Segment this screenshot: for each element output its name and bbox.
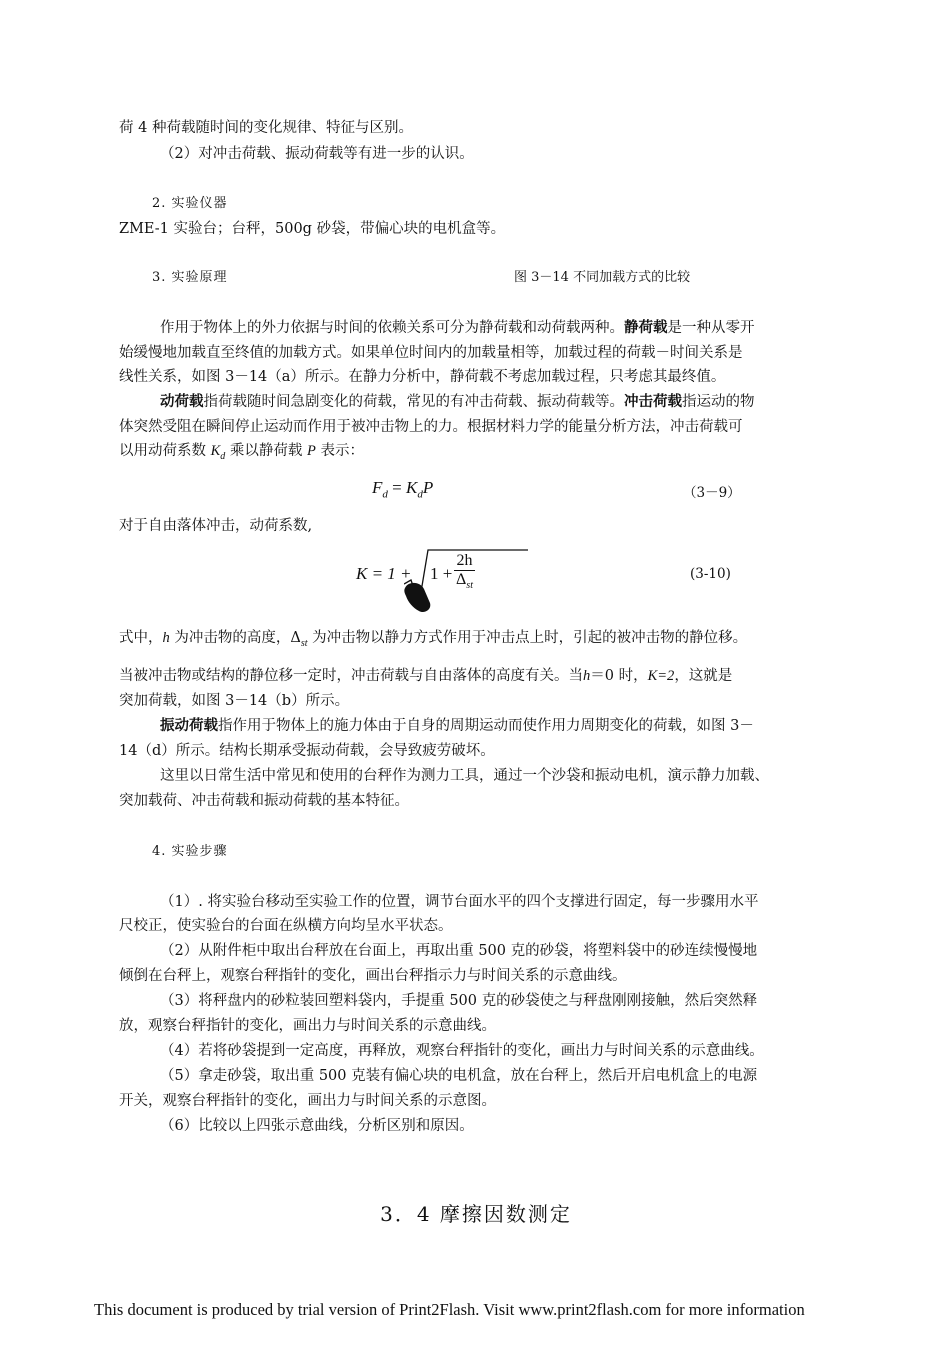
- paragraph-line: 动荷载指荷载随时间急剧变化的荷载，常见的有冲击荷载、振动荷载等。冲击荷载指运动的物: [160, 393, 755, 410]
- paragraph-line: 线性关系，如图 3－14（a）所示。在静力分析中，静荷载不考虑加载过程，只考虑其最终值。: [119, 369, 726, 385]
- text-line: 荷 4 种荷载随时间的变化规律、特征与区别。: [119, 120, 413, 136]
- step-line: （1）. 将实验台移动至实验工作的位置，调节台面水平的四个支撑进行固定，每一步骤用水平: [160, 894, 759, 910]
- paragraph-line: 体突然受阻在瞬间停止运动而作用于被冲击物上的力。根据材料力学的能量分析方法，冲击荷载可: [119, 419, 743, 435]
- paragraph-line: 以用动荷系数 $K_d$ 乘以静荷载 P 表示：: [119, 443, 364, 462]
- paragraph-line: 作用于物体上的外力依据与时间的依赖关系可分为静荷载和动荷载两种。静荷载是一种从零开: [160, 319, 755, 336]
- paragraph-line: 突加载荷、冲击荷载和振动荷载的基本特征。: [119, 793, 409, 809]
- equation-number: （3－9）: [683, 485, 741, 501]
- term-vibration-load: 振动荷载: [160, 717, 218, 734]
- term-static-load: 静荷载: [624, 319, 668, 336]
- text-line: 对于自由落体冲击，动荷系数,: [119, 518, 313, 534]
- paragraph-line: 当被冲击物或结构的静位移一定时，冲击荷载与自由落体的高度有关。当h＝0 时，K=2，这就是: [119, 668, 733, 684]
- term-impact-load: 冲击荷载: [624, 393, 682, 410]
- equation-number: (3-10): [690, 566, 731, 582]
- section-heading-principle: 3. 实验原理: [152, 270, 228, 285]
- paragraph-line: 式中，h 为冲击物的高度，$\Delta_{st}$ 为冲击物以静力方式作用于冲击点上时，引起的被冲击物的静位移。: [119, 630, 748, 649]
- text-line: （2）对冲击荷载、振动荷载等有进一步的认识。: [160, 146, 474, 162]
- section-heading-steps: 4. 实验步骤: [152, 844, 228, 859]
- step-line: （4）若将砂袋提到一定高度，再释放，观察台秤指针的变化，画出力与时间关系的示意曲线。: [160, 1043, 764, 1059]
- section-title: 3．4 摩擦因数测定: [380, 1202, 572, 1226]
- section-heading-instruments: 2. 实验仪器: [152, 196, 228, 211]
- paragraph-line: 振动荷载指作用于物体上的施力体由于自身的周期运动而使作用力周期变化的荷载，如图 3－: [160, 717, 754, 734]
- paragraph-line: 突加荷载，如图 3－14（b）所示。: [119, 693, 350, 709]
- paragraph-line: 始缓慢地加载直至终值的加载方式。如果单位时间内的加载量相等，加载过程的荷载－时间关系是: [119, 345, 743, 361]
- step-line: 倾倒在台秤上，观察台秤指针的变化，画出台秤指示力与时间关系的示意曲线。: [119, 968, 627, 984]
- ink-blot-icon: [399, 579, 433, 613]
- trial-footer-notice: This document is produced by trial version of Print2Flash. Visit www.print2flash.com for more information: [94, 1300, 805, 1319]
- paragraph-line: 14（d）所示。结构长期承受振动荷载，会导致疲劳破坏。: [119, 743, 495, 759]
- figure-caption: 图 3－14 不同加载方式的比较: [514, 270, 691, 285]
- step-line: 开关，观察台秤指针的变化，画出力与时间关系的示意图。: [119, 1093, 496, 1109]
- step-line: （5）拿走砂袋，取出重 500 克装有偏心块的电机盒，放在台秤上，然后开启电机盒上的电源: [160, 1068, 758, 1084]
- text-line: ZME-1 实验台；台秤，500g 砂袋，带偏心块的电机盒等。: [119, 221, 506, 237]
- step-line: （2）从附件柜中取出台秤放在台面上，再取出重 500 克的砂袋，将塑料袋中的砂连续慢慢地: [160, 943, 758, 959]
- step-line: 放，观察台秤指针的变化，画出力与时间关系的示意曲线。: [119, 1018, 496, 1034]
- document-page: 荷 4 种荷载随时间的变化规律、特征与区别。 （2）对冲击荷载、振动荷载等有进一步的认识。 2. 实验仪器 ZME-1 实验台；台秤，500g 砂袋，带偏心块的电机盒等。 3. 实验原理 图 3－14 不同加载方式的比较 作用于物体上的外力依据与时间的依赖关系可分为静荷载和动荷载两种。静荷载是一种从零开 始缓慢地加载直至终值的加载方式。如果单位时间内的加载量相等，加载过程的荷载－时间关系是 线性关系，如图 3－14（a）所示。在静力分析中，静荷载不考虑加载过程，只考虑其最终值。 动荷载指荷载随时间急剧变化的荷载，常见的有冲击荷载、振动荷载等。冲击荷载指运动的物 体突然受阻在瞬间停止运动而作用于被冲击物上的力。根据材料力学的能量分析方法，冲击荷载可 以用动荷系数 $K_d$ 乘以静荷载 P 表示： $F_d = K_dP$ （3－9） 对于自由落体冲击，动荷系数, K = 1 + 1 + 2h $\Delta_{st}$ (3-10) 式中，h 为冲击物的高度，$\Delta_{st}$ 为冲击物以静力方式作用于冲击点上时，引起的被冲击物的静位移。 当被冲击物或结构的静位移一定时，冲击荷载与自由落体的高度有关。当h＝0 时，K=2，这就是 突加荷载，如图 3－14（b）所示。 振动荷载指作用于物体上的施力体由于自身的周期运动而使作用力周期变化的荷载，如图 3－ 14（d）所示。结构长期承受振动荷载，会导致疲劳破坏。 这里以日常生活中常见和使用的台秤作为测力工具，通过一个沙袋和振动电机，演示静力加载、 突加载荷、冲击荷载和振动荷载的基本特征。 4. 实验步骤 （1）. 将实验台移动至实验工作的位置，调节台面水平的四个支撑进行固定，每一步骤用水平 尺校正，使实验台的台面在纵横方向均呈水平状态。 （2）从附件柜中取出台秤放在台面上，再取出重 500 克的砂袋，将塑料袋中的砂连续慢慢地 倾倒在台秤上，观察台秤指针的变化，画出台秤指示力与时间关系的示意曲线。 （3）将秤盘内的砂粒装回塑料袋内，手提重 500 克的砂袋使之与秤盘刚刚接触，然后突然释 放，观察台秤指针的变化，画出力与时间关系的示意曲线。 （4）若将砂袋提到一定高度，再释放，观察台秤指针的变化，画出力与时间关系的示意曲线。 （5）拿走砂袋，取出重 500 克装有偏心块的电机盒，放在台秤上，然后开启电机盒上的电源 开关，观察台秤指针的变化，画出力与时间关系的示意图。 （6）比较以上四张示意曲线，分析区别和原因。 3．4 摩擦因数测定 This document is produced by trial version of Print2Flash. Visit www.print2flash.com for more information: [0, 0, 952, 1347]
- fraction: 2h $\Delta_{st}$: [456, 552, 473, 592]
- term-dynamic-load: 动荷载: [160, 393, 204, 410]
- step-line: （3）将秤盘内的砂粒装回塑料袋内，手提重 500 克的砂袋使之与秤盘刚刚接触，然后突然释: [160, 993, 758, 1009]
- paragraph-line: 这里以日常生活中常见和使用的台秤作为测力工具，通过一个沙袋和振动电机，演示静力加载、: [160, 768, 769, 784]
- step-line: 尺校正，使实验台的台面在纵横方向均呈水平状态。: [119, 918, 453, 934]
- equation-3-9: $F_d = K_dP$: [372, 478, 434, 501]
- step-line: （6）比较以上四张示意曲线，分析区别和原因。: [160, 1118, 474, 1134]
